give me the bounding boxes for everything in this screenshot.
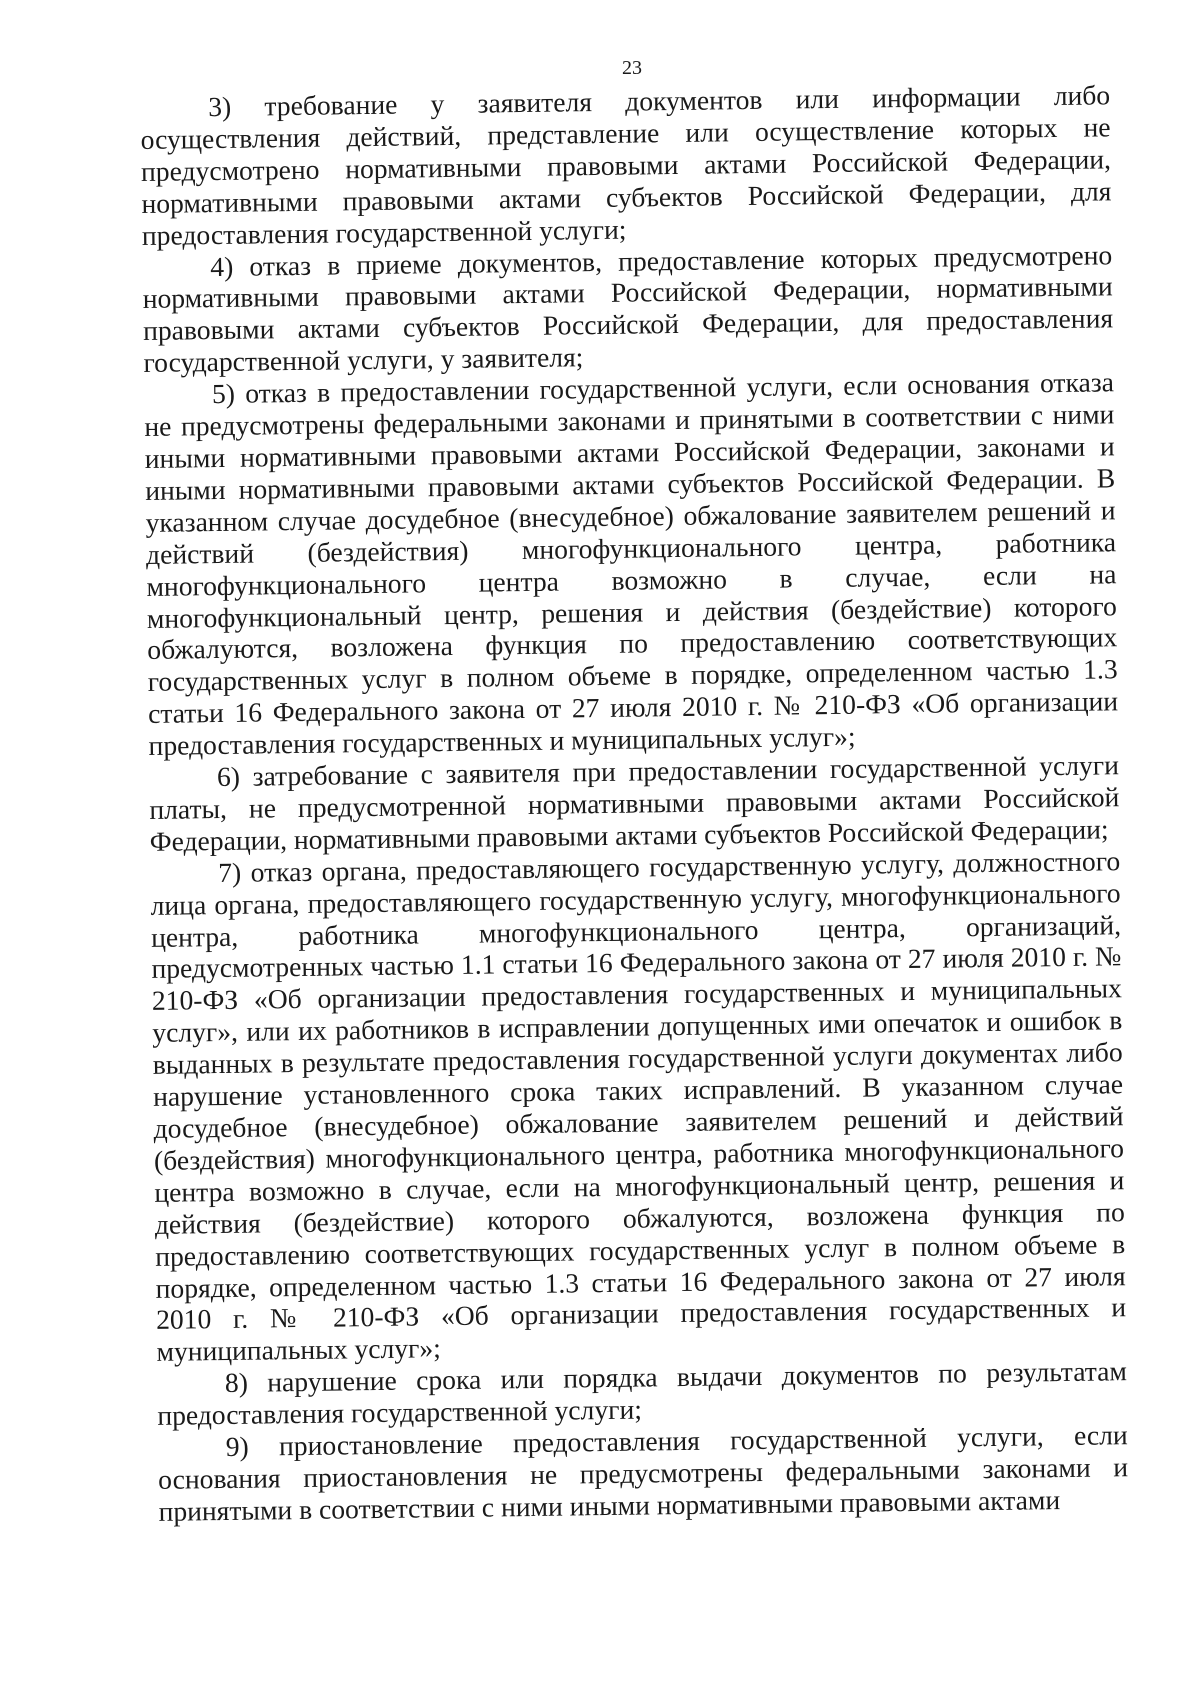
list-item-6: 6) затребование с заявителя при предоставлении государственной услуги платы, не предусмотренной нормативными правовыми актами Российской Федерации, нормативными правовыми актами субъектов Российской Федерации; xyxy=(149,749,1120,857)
list-item-3: 3) требование у заявителя документов или информации либо осуществления действий, представление или осуществление которых не предусмотрено нормативными правовыми актами Российской Федерации, нормативными правовыми актами субъектов Российской Федерации, для предоставления государственной услуги; xyxy=(140,79,1112,251)
list-item-9: 9) приостановление предоставления государственной услуги, если основания приостановления не предусмотрены федеральными законами и принятыми в соответствии с ними иными нормативными правовыми актами xyxy=(157,1419,1129,1527)
document-body xyxy=(140,79,1129,1527)
list-item-4: 4) отказ в приеме документов, предоставление которых предусмотрено нормативными правовыми актами Российской Федерации, нормативными правовыми актами субъектов Российской Федерации, для предоставления государственной услуги, у заявителя; xyxy=(142,238,1114,379)
page-number: 23 xyxy=(622,57,642,79)
list-item-7: 7) отказ органа, предоставляющего государственную услугу, должностного лица органа, предоставляющего государственную услугу, многофункционального центра, работника многофункционального центра, организаций, предусмотренных частью 1.1 статьи 16 Федерального закона от 27 июля 2010 г. № 210-ФЗ «Об организации предоставления государственных и муниципальных услуг», или их работников в исправлении допущенных ими опечаток и ошибок в выданных в результате предоставления государственной услуги документах либо нарушение установленного срока таких исправлений. В указанном случае досудебное (внесудебное) обжалование заявителем решений и действий (бездействия) многофункционального центра, работника многофункционального центра возможно в случае, если на многофункциональный центр, решения и действия (бездействие) которого обжалуются, возложена функция по предоставлению соответствующих государственных услуг в полном объеме в порядке, определенном частью 1.3 статьи 16 Федерального закона от 27 июля 2010 г. № 210-ФЗ «Об организации предоставления государственных и муниципальных услуг»; xyxy=(150,844,1127,1368)
list-item-8: 8) нарушение срока или порядка выдачи документов по результатам предоставления государственной услуги; xyxy=(157,1355,1128,1432)
list-item-5: 5) отказ в предоставлении государственной услуги, если основания отказа не предусмотрены федеральными законами и принятыми в соответствии с ними иными нормативными правовыми актами Российской Федерации, законами и иными нормативными правовыми актами субъектов Российской Федерации. В указанном случае досудебное (внесудебное) обжалование заявителем решений и действий (бездействия) многофункционального центра, работника многофункционального центра возможно в случае, если на многофункциональный центр, решения и действия (бездействие) которого обжалуются, возложена функция по предоставлению соответствующих государственных услуг в полном объеме в порядке, определенном частью 1.3 статьи 16 Федерального закона от 27 июля 2010 г. № 210-ФЗ «Об организации предоставления государственных и муниципальных услуг»; xyxy=(144,366,1119,762)
